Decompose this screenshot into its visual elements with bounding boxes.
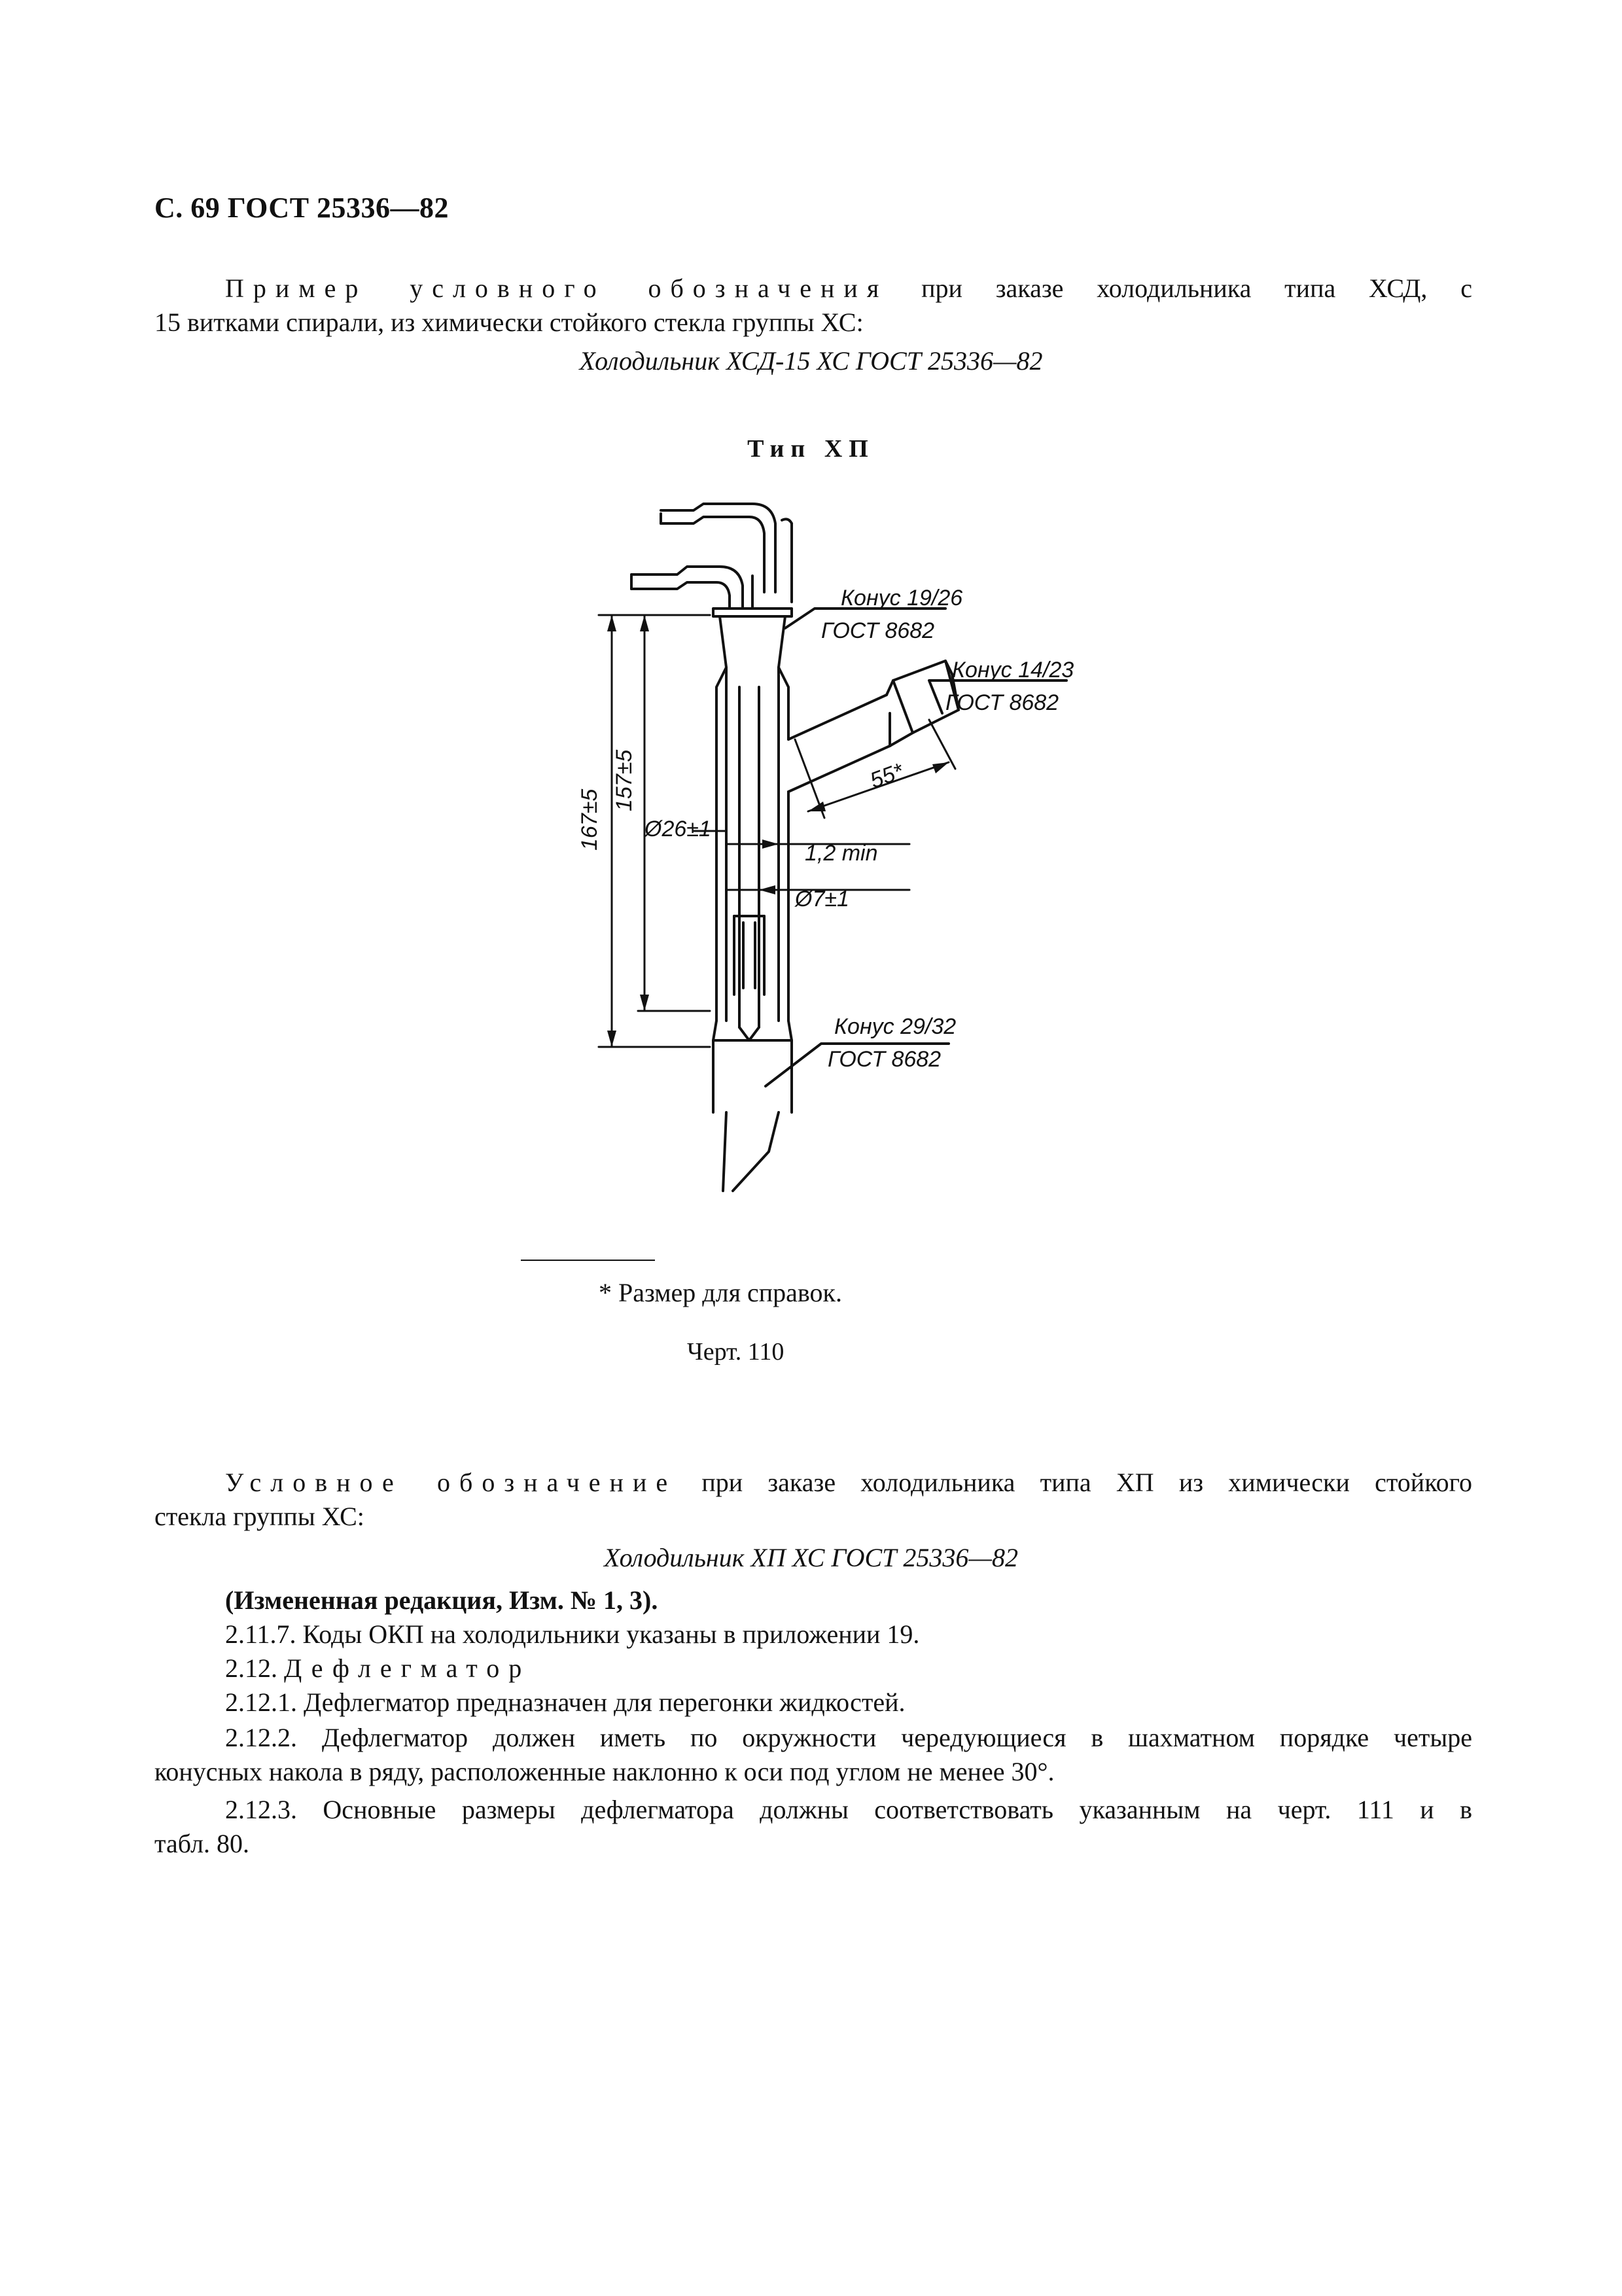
label-cone-top-std: ГОСТ 8682: [821, 618, 935, 643]
figure-caption: Черт. 110: [687, 1338, 785, 1366]
page-header: С. 69 ГОСТ 25336—82: [154, 192, 450, 224]
clause-2-12-title: Дефлегматор: [284, 1653, 531, 1683]
clause-2-12-1: 2.12.1. Дефлегматор предназначен для перегонки жидкостей.: [225, 1687, 906, 1717]
label-angle-length: 55*: [866, 758, 907, 794]
example2-designation: Холодильник ХП ХС ГОСТ 25336—82: [604, 1543, 1018, 1572]
clause-2-11-7: 2.11.7. Коды ОКП на холодильники указаны в приложении 19.: [225, 1619, 920, 1649]
example2-lead-rest: при заказе холодильника типа ХП из химически стойкого: [677, 1468, 1473, 1497]
clause-2-12-2-line1: 2.12.2. Дефлегматор должен иметь по окружности чередующиеся в шахматном порядке четыре: [225, 1723, 1472, 1752]
clause-2-12-3-line2: табл. 80.: [154, 1829, 250, 1858]
footnote-rule: [521, 1260, 655, 1261]
label-length-body: 157±5: [612, 749, 637, 811]
label-inner-diameter: Ø7±1: [795, 887, 849, 911]
label-wall: 1,2 min: [805, 841, 878, 866]
label-cone-side-std: ГОСТ 8682: [945, 690, 1059, 715]
clause-2-12-2-line2: конусных накола в ряду, расположенные наклонно к оси под углом не менее 30°.: [154, 1757, 1055, 1786]
label-cone-side: Конус 14/23: [952, 658, 1074, 682]
example1-line2: 15 витками спирали, из химически стойкого стекла группы ХС:: [154, 308, 864, 337]
example1-lead: Пример условного обозначения: [225, 274, 889, 303]
figure-title: Тип ХП: [747, 435, 875, 463]
example2-line2: стекла группы ХС:: [154, 1502, 364, 1531]
label-outer-diameter: Ø26±1: [644, 817, 711, 841]
clause-2-12: [225, 1651, 531, 1686]
example2-line1: [154, 1466, 1472, 1500]
label-cone-bottom: Конус 29/32: [834, 1014, 957, 1039]
footnote: * Размер для справок.: [599, 1278, 842, 1307]
example1-lead-rest: при заказе холодильника типа ХСД, с: [888, 274, 1472, 303]
amendment-note: (Измененная редакция, Изм. № 1, 3).: [225, 1585, 658, 1615]
clause-2-12-number: 2.12.: [225, 1653, 284, 1683]
label-length-total: 167±5: [577, 788, 602, 851]
example2-lead: Условное обозначение: [225, 1468, 677, 1497]
label-cone-bottom-std: ГОСТ 8682: [828, 1047, 942, 1072]
label-cone-top: Конус 19/26: [841, 586, 963, 610]
example1-designation: Холодильник ХСД-15 ХС ГОСТ 25336—82: [579, 346, 1043, 376]
clause-2-12-3-line1: 2.12.3. Основные размеры дефлегматора должны соответствовать указанным на черт. 111 и в: [225, 1795, 1472, 1824]
